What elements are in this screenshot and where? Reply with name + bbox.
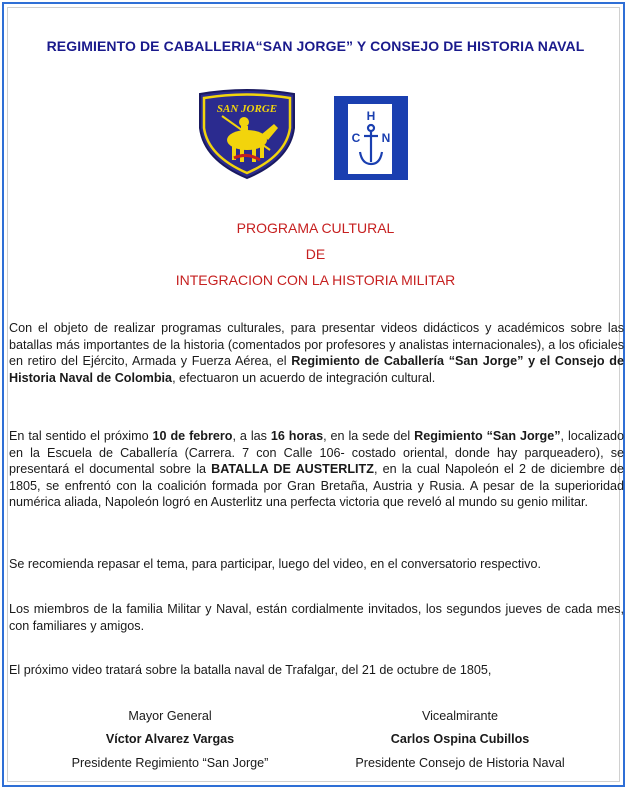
paragraph-intro: Con el objeto de realizar programas culturales, para presentar videos didácticos y académicos sobre las batallas más importantes de la historia (comentados por profesores y analistas internacionales), a los oficiales en retiro del Ejército, Armada y Fuerza Aérea, el Regimiento de Caballería “San Jorge” y el Consejo de Historia Naval de Colombia, efectuaron un acuerdo de integración cultural. bbox=[9, 321, 624, 385]
flag-letter-n: N bbox=[381, 131, 391, 145]
program-line-2: DE bbox=[305, 246, 326, 262]
san-jorge-shield-logo bbox=[194, 88, 300, 180]
paragraph-recommendation: Se recomienda repasar el tema, para participar, luego del video, en el conversatorio respectivo. bbox=[9, 557, 542, 571]
document-title: REGIMIENTO DE CABALLERIA“SAN JORGE” Y CONSEJO DE HISTORIA NAVAL bbox=[46, 38, 585, 54]
signature-left-name: Víctor Alvarez Vargas bbox=[105, 732, 235, 746]
flag-letter-c: C bbox=[351, 131, 361, 145]
flag-letter-h: H bbox=[366, 109, 376, 123]
signature-left-role: Presidente Regimiento “San Jorge” bbox=[71, 756, 269, 770]
historia-naval-flag-logo bbox=[334, 96, 408, 180]
signature-left-rank: Mayor General bbox=[128, 709, 212, 723]
paragraph-next-video: El próximo video tratará sobre la batalla naval de Trafalgar, del 21 de octubre de 1805, bbox=[9, 663, 492, 677]
signature-right-name: Carlos Ospina Cubillos bbox=[390, 732, 530, 746]
san-jorge-logo-text: SAN JORGE bbox=[216, 103, 278, 115]
signature-right-role: Presidente Consejo de Historia Naval bbox=[355, 756, 565, 770]
program-line-3: INTEGRACION CON LA HISTORIA MILITAR bbox=[175, 272, 456, 288]
paragraph-event: En tal sentido el próximo 10 de febrero, a las 16 horas, en la sede del Regimiento “San Jorge”, localizado en la Escuela de Caballería (Carrera. 7 con Calle 106- costado oriental, donde hay parqueadero), se presentará el documental sobre la BATALLA DE AUSTERLITZ, en la cual Napoleón el 2 de diciembre de 1805, se enfrentó con la coalición formada por Gran Bretaña, Austria y Rusia. A pesar de la superioridad numérica aliada, Napoleón logró en Austerlitz una perfecta victoria que reveló al mundo su genio militar. bbox=[9, 429, 624, 509]
signature-right-rank: Vicealmirante bbox=[421, 709, 499, 723]
paragraph-invitation: Los miembros de la familia Militar y Naval, están cordialmente invitados, los segundos jueves de cada mes, con familiares y amigos. bbox=[9, 602, 624, 633]
program-line-1: PROGRAMA CULTURAL bbox=[236, 220, 395, 236]
